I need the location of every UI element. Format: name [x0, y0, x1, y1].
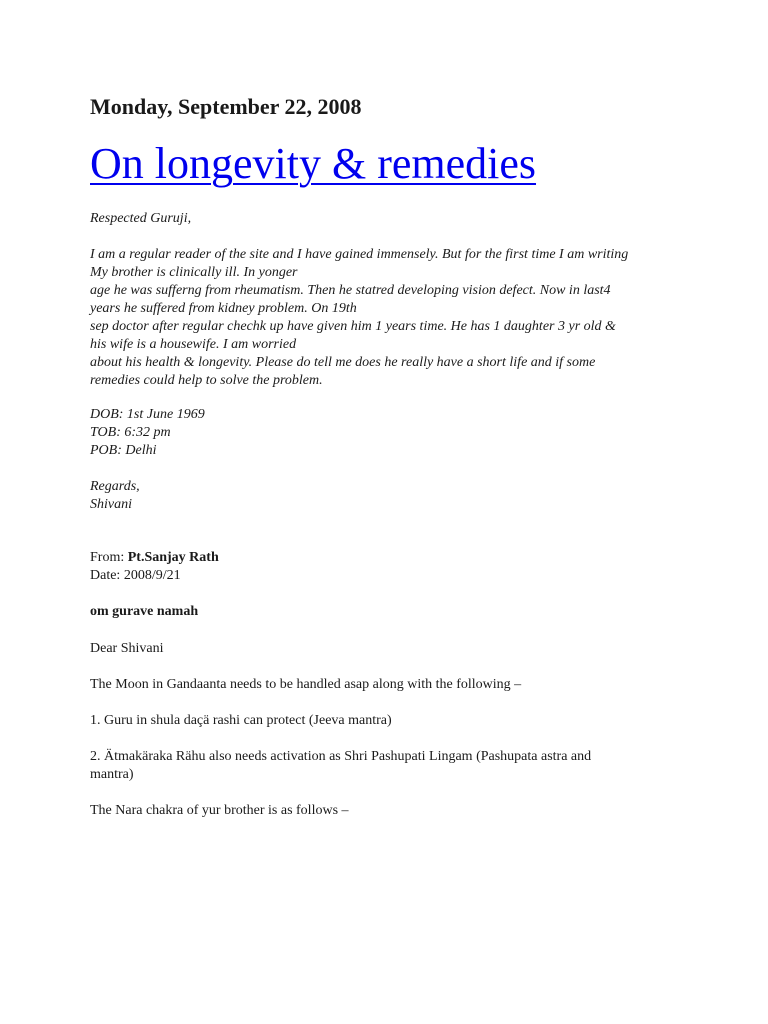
signature-line: Shivani	[90, 497, 132, 512]
reply-point-2-line: 2. Ätmakäraka Rähu also needs activation as Shri Pashupati Lingam (Pashupata astra and	[90, 749, 592, 764]
reply-header	[90, 549, 690, 585]
reply-greeting: Dear Shivani	[90, 641, 164, 656]
letter-salutation: Respected Guruji,	[90, 211, 192, 226]
reply-intro: The Moon in Gandaanta needs to be handled asap along with the following –	[90, 677, 522, 692]
reply-point-1: 1. Guru in shula daçä rashi can protect (Jeeva mantra)	[90, 713, 392, 728]
letter-closing	[90, 478, 690, 514]
letter-line: sep doctor after regular chechk up have given him 1 years time. He has 1 daughter 3 yr old &	[90, 319, 616, 334]
letter-line: I am a regular reader of the site and I have gained immensely. But for the first time I am writing	[90, 247, 629, 262]
letter-body	[90, 246, 690, 390]
reply-date-line: Date: 2008/9/21	[90, 568, 181, 583]
letter-line: remedies could help to solve the problem.	[90, 373, 323, 388]
post-title-link[interactable]: On longevity & remedies	[90, 139, 537, 188]
reply-point-2	[90, 748, 690, 784]
letter-line: his wife is a housewife. I am worried	[90, 337, 297, 352]
invocation: om gurave namah	[90, 604, 199, 619]
letter-line: My brother is clinically ill. In yonger	[90, 265, 298, 280]
dob-line: DOB: 1st June 1969	[90, 407, 205, 422]
letter-line: years he suffered from kidney problem. On 19th	[90, 301, 357, 316]
birth-details	[90, 406, 690, 460]
closing-line: Regards,	[90, 479, 140, 494]
from-name: Pt.Sanjay Rath	[127, 550, 219, 565]
from-line	[90, 549, 690, 567]
post-date: Monday, September 22, 2008	[90, 94, 362, 119]
letter-line: about his health & longevity. Please do tell me does he really have a short life and if some	[90, 355, 596, 370]
from-label: From:	[90, 550, 128, 565]
letter-line: age he was sufferng from rheumatism. Then he statred developing vision defect. Now in last4	[90, 283, 611, 298]
post-title	[90, 138, 536, 189]
reply-point-2-line: mantra)	[90, 767, 134, 782]
pob-line: POB: Delhi	[90, 443, 157, 458]
nara-chakra-line: The Nara chakra of yur brother is as follows –	[90, 803, 349, 818]
tob-line: TOB: 6:32 pm	[90, 425, 171, 440]
